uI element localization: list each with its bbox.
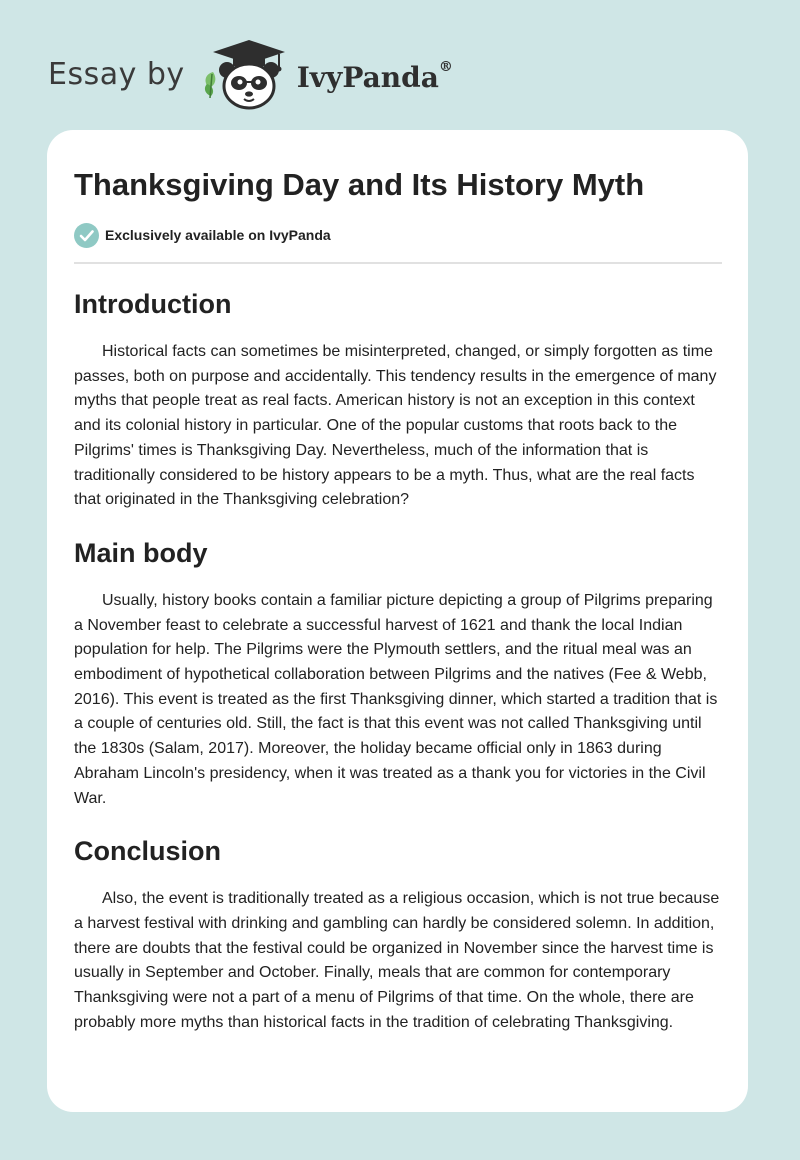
section-paragraph-conclusion: Also, the event is traditionally treated as a religious occasion, which is not true because a harvest festival with drinking and gambling can hardly be considered solemn. In addition, there are doubts that the festival could be organized in November since the harvest time is usually in September and October. Finally, meals that are common for contemporary Thanksgiving were not a part of a menu of Pilgrims of that time. On the whole, there are probably more myths than historical facts in the tradition of celebrating Thanksgiving. — [74, 890, 720, 1031]
section-paragraph-main-body: Usually, history books contain a familiar picture depicting a group of Pilgrims preparing a November feast to celebrate a successful harvest of 1621 and thank the local Indian population for help. The Pilgrims were the Plymouth settlers, and the ritual meal was an embodiment of hypothetical collaboration between Pilgrims and the natives (Fee & Webb, 2016). This event is treated as the first Thanksgiving dinner, which started a tradition that is a couple of centuries old. Still, the fact is that this event was not called Thanksgiving until the 1830s (Salam, 2017). Moreover, the holiday became official only in 1863 during Abraham Lincoln's presidency, when it was treated as a thank you for victories in the Civil War. — [74, 591, 718, 807]
page-title: Thanksgiving Day and Its History Myth — [74, 167, 645, 202]
brand-name[interactable]: IvyPanda® — [296, 58, 453, 94]
panda-graduate-logo-icon[interactable] — [199, 36, 295, 112]
section-heading-main-body: Main body — [74, 537, 208, 568]
essay-card — [47, 130, 748, 1112]
check-circle-icon — [74, 223, 99, 248]
site-header — [48, 34, 453, 114]
section-heading-introduction: Introduction — [74, 289, 232, 319]
section-paragraph-introduction: Historical facts can sometimes be misinterpreted, changed, or simply forgotten as time passes, both on purpose and accidentally. This tendency results in the emergence of many myths that people treat as real facts. American history is not an exception in this context and its colonial history in particular. One of the popular customs that roots back to the Pilgrims' times is Thanksgiving Day. Nevertheless, much of the information that is traditionally considered to be history appears to be a myth. Thus, what are the real facts that originated in the Thanksgiving celebration? — [74, 343, 717, 509]
title-divider — [74, 262, 722, 264]
section-heading-conclusion: Conclusion — [74, 836, 221, 867]
registered-mark: ® — [438, 58, 453, 75]
exclusive-badge-label: Exclusively available on IvyPanda — [105, 227, 331, 243]
essay-by-label: Essay by — [48, 56, 185, 92]
exclusive-badge — [74, 222, 722, 248]
